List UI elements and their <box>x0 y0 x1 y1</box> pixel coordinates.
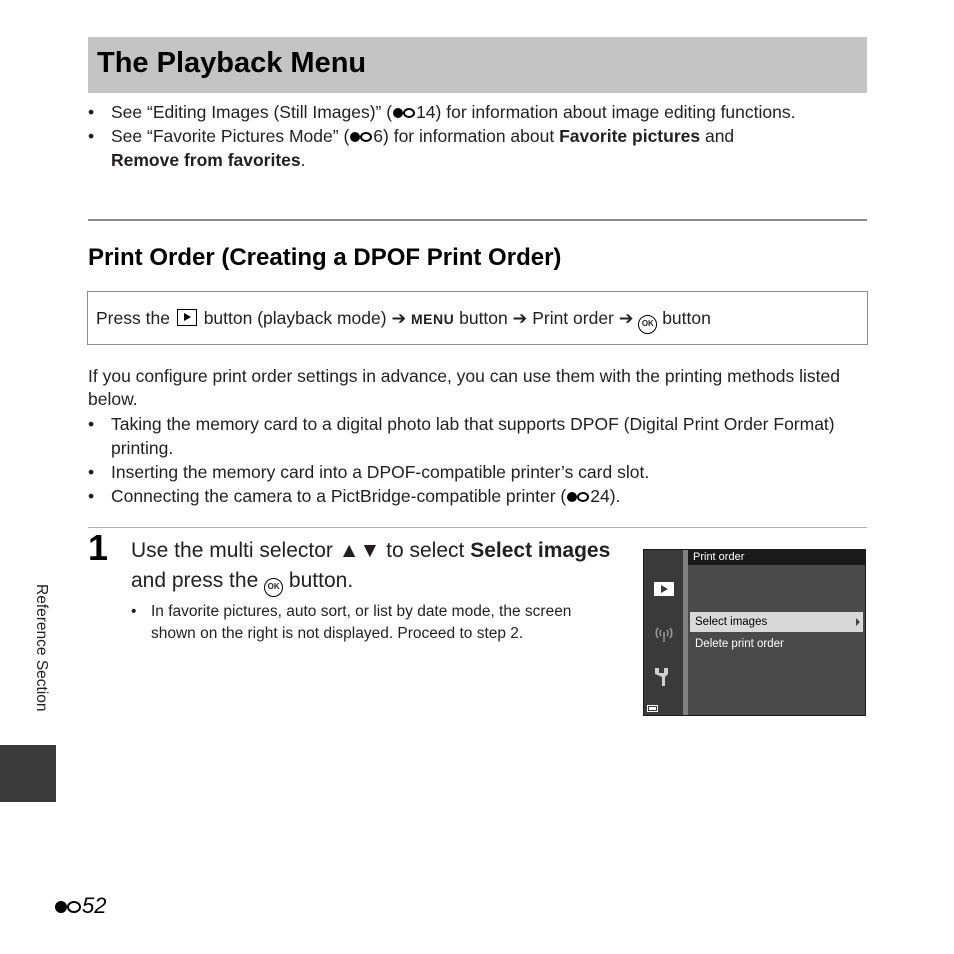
procedure-text: Press the button (playback mode) ➔ MENU button ➔ Print order ➔ OK button <box>96 292 711 345</box>
submenu-arrow-icon <box>856 618 860 626</box>
menu-item-delete-print-order[interactable]: Delete print order <box>695 638 784 650</box>
section-heading: Print Order (Creating a DPOF Print Order) <box>88 244 562 271</box>
reference-section-icon <box>350 131 372 143</box>
arrow-right-icon: ➔ <box>618 308 634 328</box>
arrow-right-icon: ➔ <box>391 308 407 328</box>
step-divider <box>88 527 867 528</box>
reference-section-icon <box>393 107 415 119</box>
playback-button-icon <box>177 309 197 326</box>
ok-button-icon: OK <box>638 315 657 334</box>
camera-menu-sidebar <box>644 550 683 715</box>
method-card-slot: • Inserting the memory card into a DPOF-compatible printer’s card slot. <box>88 460 868 484</box>
title-bar <box>88 37 867 93</box>
playback-icon <box>654 582 674 596</box>
method-photo-lab: • Taking the memory card to a digital photo lab that supports DPOF (Digital Print Order Format) printing. <box>88 412 868 460</box>
page-title: The Playback Menu <box>97 47 367 79</box>
section-divider <box>88 219 867 221</box>
step-instruction: Use the multi selector ▲▼ to select Select images and press the OK button. <box>131 536 611 597</box>
step-number: 1 <box>88 527 109 568</box>
bullet-favorite-pictures: • See “Favorite Pictures Mode” ( 6) for information about Favorite pictures and Remove from favorites. <box>88 124 878 172</box>
step-note-list <box>131 601 611 645</box>
procedure-box <box>87 291 868 345</box>
page-number: 52 <box>54 893 106 919</box>
print-methods-list <box>88 412 868 508</box>
camera-screen <box>643 549 866 716</box>
wireless-icon <box>653 625 675 643</box>
menu-button-label: MENU <box>411 311 455 327</box>
method-pictbridge: • Connecting the camera to a PictBridge-compatible printer ( 24). <box>88 484 868 508</box>
menu-item-select-images[interactable]: Select images <box>690 612 863 632</box>
ok-button-icon: OK <box>264 578 283 597</box>
reference-section-icon <box>567 491 589 503</box>
reference-section-icon <box>55 900 81 914</box>
bullet-editing-images: • See “Editing Images (Still Images)” ( 14) for information about image editing functions. <box>88 100 878 124</box>
side-section-label: Reference Section <box>33 584 50 712</box>
camera-menu-title: Print order <box>688 550 865 565</box>
camera-menu-list <box>688 565 865 715</box>
battery-icon <box>647 705 659 712</box>
intro-bullet-list <box>88 100 878 172</box>
arrow-right-icon: ➔ <box>512 308 528 328</box>
section-tab-marker <box>0 745 56 802</box>
wrench-icon <box>655 667 673 687</box>
step-note: • In favorite pictures, auto sort, or list by date mode, the screen shown on the right is not displayed. Proceed to step 2. <box>131 601 611 645</box>
print-order-intro: If you configure print order settings in advance, you can use them with the printing methods listed below. <box>88 366 840 409</box>
